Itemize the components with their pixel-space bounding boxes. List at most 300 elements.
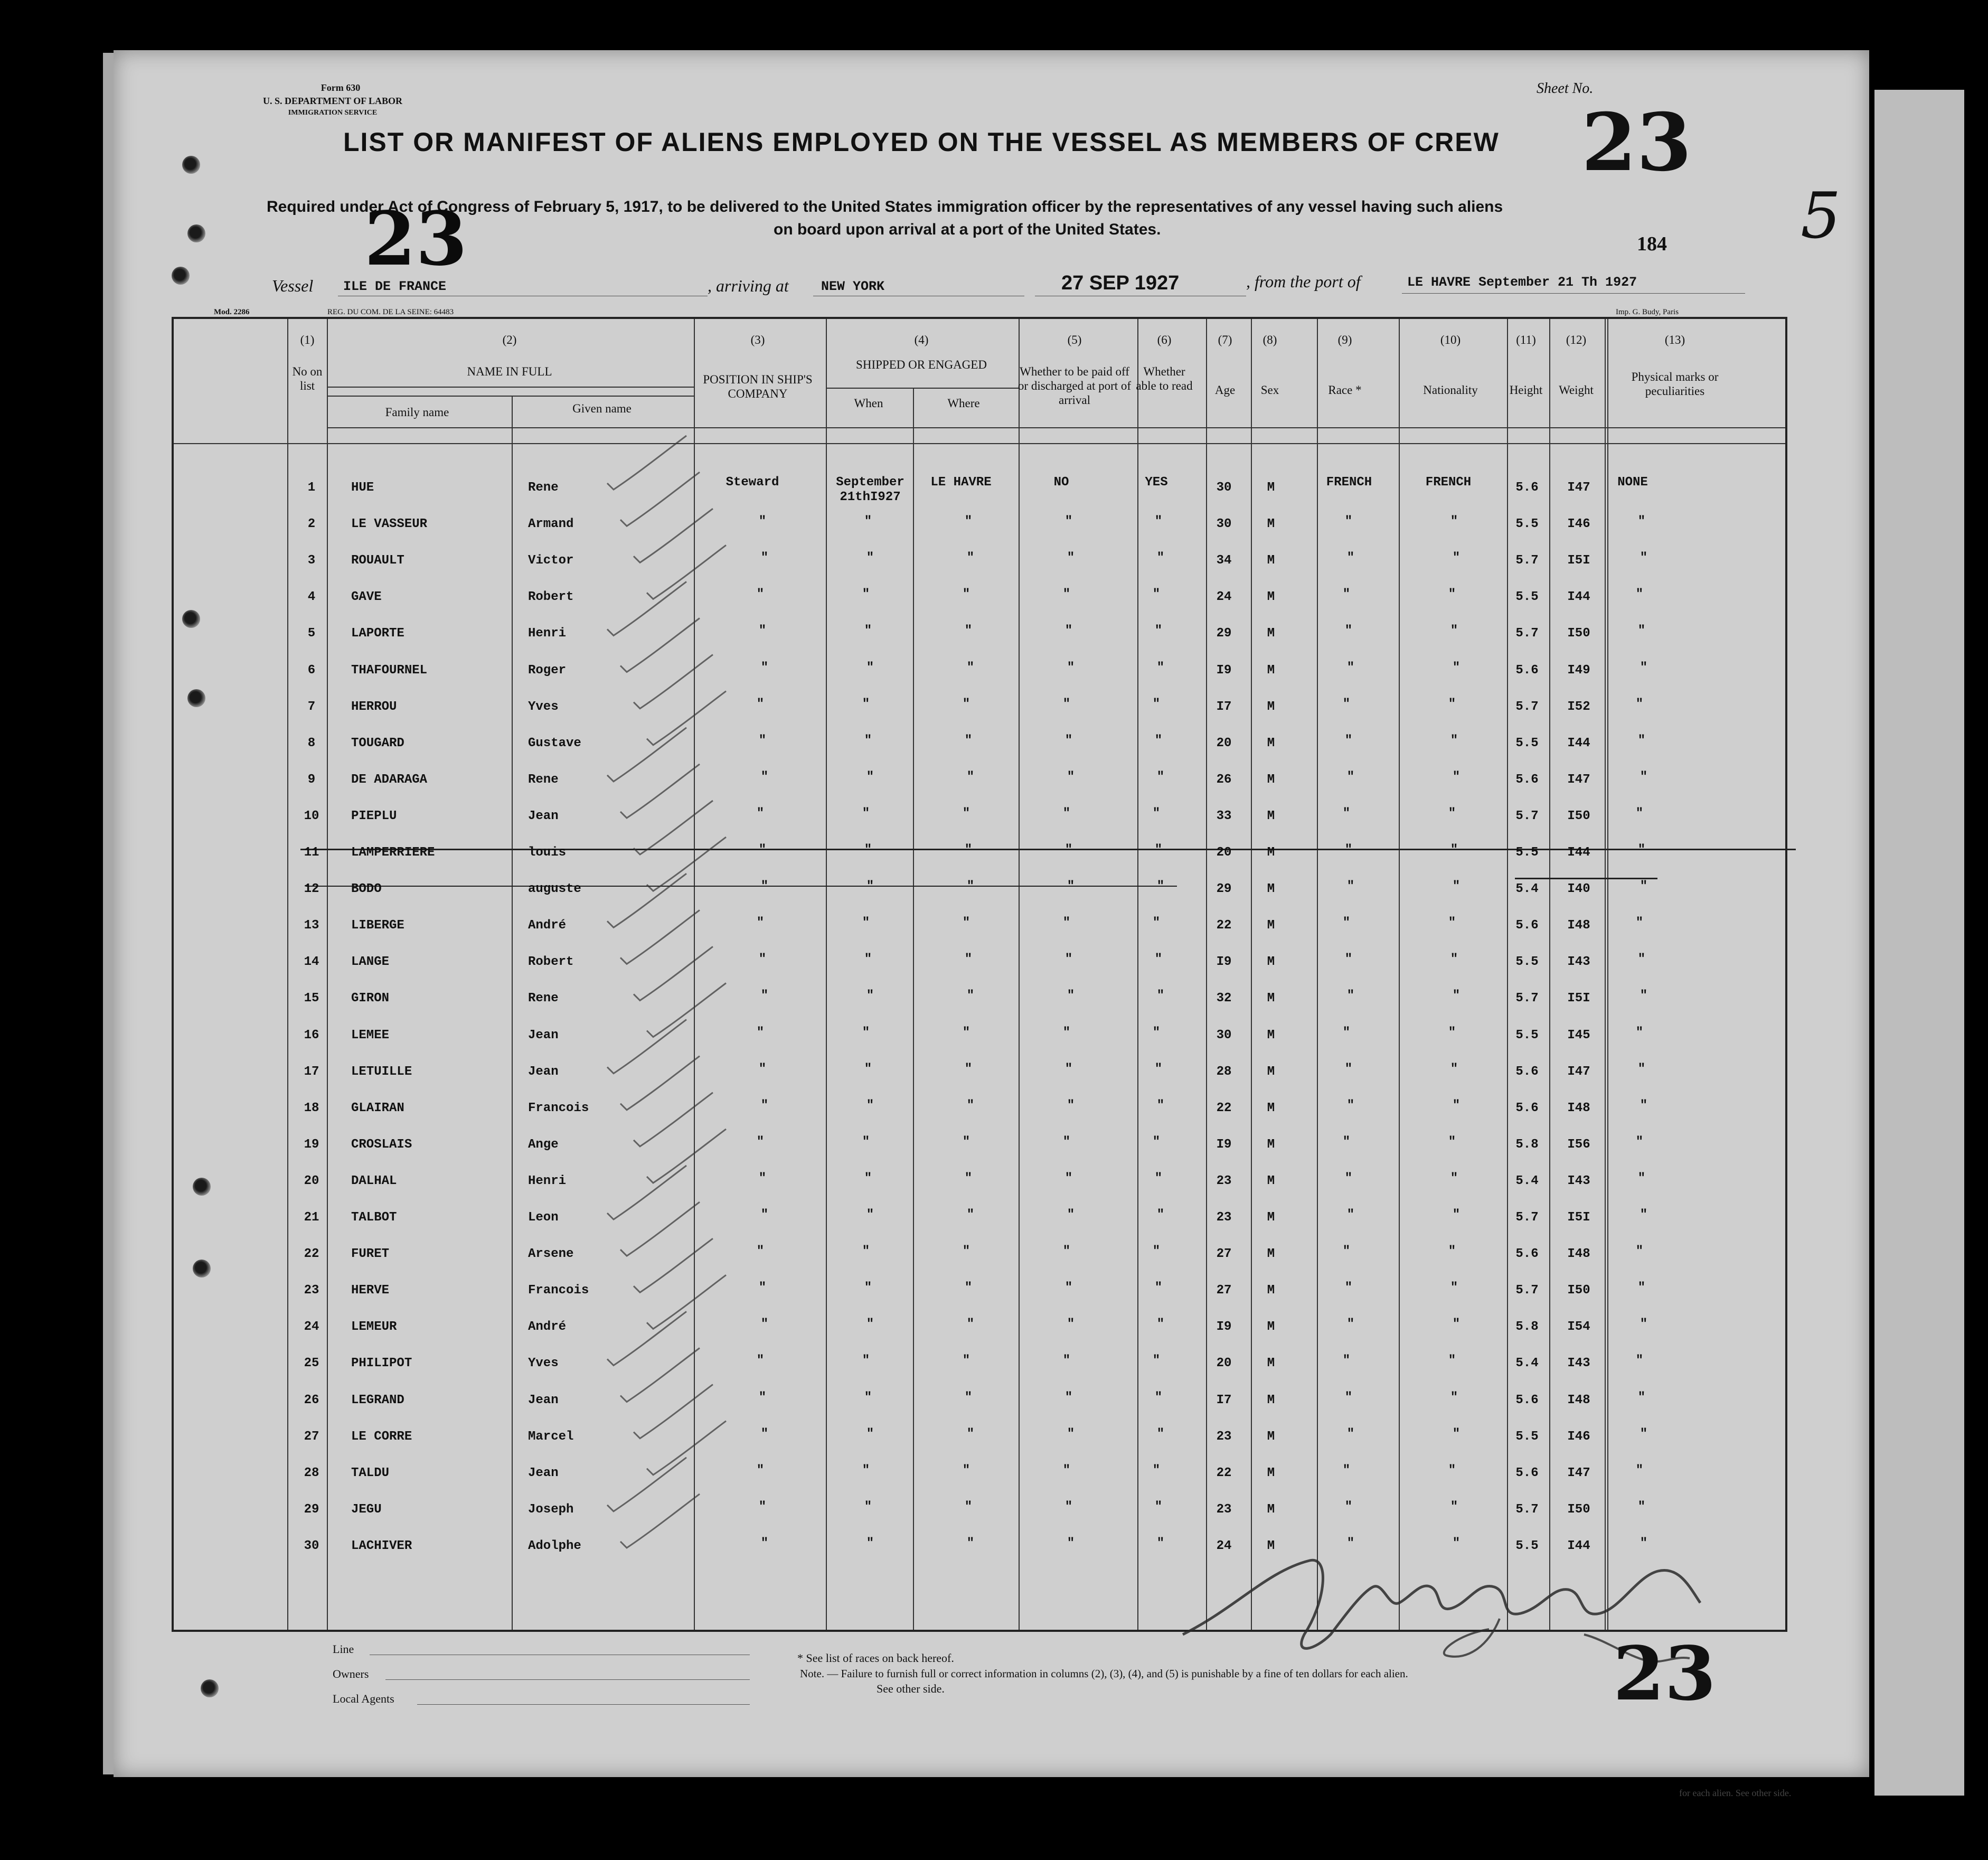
- weight: I44: [1567, 590, 1590, 604]
- family-name: TALBOT: [351, 1210, 397, 1225]
- given-name: Rene: [528, 481, 559, 495]
- registry: REG. DU COM. DE LA SEINE: 64483: [327, 308, 454, 316]
- paid-off-ditto: ": [1064, 624, 1073, 638]
- family-name: THAFOURNEL: [351, 663, 428, 678]
- sex: M: [1267, 517, 1275, 531]
- family-name: LE VASSEUR: [351, 517, 428, 531]
- position-ditto: ": [756, 1026, 765, 1040]
- able-to-read-ditto: ": [1152, 697, 1161, 711]
- vessel-name: ILE DE FRANCE: [343, 279, 447, 294]
- shipped-where-ditto: ": [964, 1391, 973, 1405]
- nationality-ditto: ": [1448, 587, 1456, 602]
- given-name: Rene: [528, 773, 559, 787]
- height: 5.4: [1515, 1174, 1539, 1188]
- sheet-label: Sheet No.: [1537, 80, 1594, 97]
- paid-off-ditto: ": [1062, 1135, 1071, 1149]
- race-ditto: ": [1346, 1208, 1355, 1222]
- age: I9: [1216, 1138, 1232, 1152]
- age: 32: [1216, 991, 1232, 1006]
- age: 20: [1216, 846, 1232, 860]
- family-name: LETUILLE: [351, 1065, 412, 1079]
- bottom-stamp-number: 23: [1613, 1631, 1716, 1717]
- family-name: TOUGARD: [351, 736, 404, 750]
- paid-off-ditto: ": [1064, 1062, 1073, 1076]
- sex: M: [1267, 809, 1275, 823]
- reference-number: 184: [1637, 233, 1667, 255]
- sex: M: [1267, 1539, 1275, 1553]
- age: 20: [1216, 1356, 1232, 1370]
- nationality-ditto: ": [1448, 916, 1456, 930]
- given-name: Jean: [528, 1028, 559, 1042]
- given-name: Ange: [528, 1138, 559, 1152]
- race-ditto: ": [1344, 952, 1353, 966]
- sex: M: [1267, 1247, 1275, 1261]
- given-name: Rene: [528, 991, 559, 1006]
- shipped-when-ditto: ": [866, 989, 874, 1003]
- sex: M: [1267, 481, 1275, 495]
- family-name: ROUAULT: [351, 553, 404, 568]
- able-to-read-ditto: ": [1152, 1026, 1161, 1040]
- shipped-where-ditto: ": [964, 1500, 973, 1514]
- sex: M: [1267, 955, 1275, 969]
- from-port: LE HAVRE September 21 Th 1927: [1407, 275, 1637, 290]
- sex: M: [1267, 553, 1275, 568]
- age: 24: [1216, 1539, 1232, 1553]
- position-ditto: ": [756, 587, 765, 602]
- height: 5.7: [1515, 626, 1539, 641]
- height: 5.4: [1515, 882, 1539, 896]
- shipped-when-ditto: ": [862, 916, 870, 930]
- physical-marks-ditto: ": [1640, 1427, 1648, 1441]
- service: IMMIGRATION SERVICE: [288, 109, 378, 117]
- race-ditto: ": [1342, 587, 1351, 602]
- row-number: 9: [307, 773, 316, 787]
- sex: M: [1267, 1393, 1275, 1407]
- family-name: LEMEE: [351, 1028, 390, 1042]
- sex: M: [1267, 1320, 1275, 1334]
- able-to-read-ditto: ": [1154, 1171, 1163, 1186]
- weight: I49: [1567, 663, 1590, 678]
- height: 5.5: [1515, 590, 1539, 604]
- row-number: 10: [304, 809, 319, 823]
- col-2b-label: Given name: [572, 402, 632, 415]
- row-number: 1: [307, 481, 316, 495]
- form-number: Form 630: [321, 82, 361, 93]
- shipped-where-ditto: ": [964, 952, 973, 966]
- age: 20: [1216, 736, 1232, 750]
- nationality-ditto: ": [1448, 1026, 1456, 1040]
- family-name: DE ADARAGA: [351, 773, 428, 787]
- race-ditto: ": [1346, 661, 1355, 675]
- position-ditto: ": [756, 1463, 765, 1478]
- arrival-date-stamp: 27 SEP 1927: [1061, 272, 1180, 294]
- nationality-ditto: ": [1450, 843, 1458, 857]
- nationality-ditto: ": [1452, 1536, 1461, 1551]
- shipped-where-ditto: ": [962, 697, 971, 711]
- shipped-when-ditto: ": [866, 770, 874, 784]
- height: 5.6: [1515, 1393, 1539, 1407]
- col-2-label: NAME IN FULL: [467, 365, 552, 378]
- weight: I56: [1567, 1138, 1590, 1152]
- paid-off-ditto: ": [1062, 806, 1071, 821]
- shipped-where-ditto: ": [966, 989, 975, 1003]
- position-ditto: ": [758, 1281, 767, 1295]
- row-number: 5: [307, 626, 316, 641]
- row-number: 2: [307, 517, 316, 531]
- row-number: 6: [307, 663, 316, 678]
- row-number: 25: [304, 1356, 319, 1370]
- shipped-when-ditto: ": [866, 1427, 874, 1441]
- given-name: Roger: [528, 663, 567, 678]
- height: 5.5: [1515, 736, 1539, 750]
- physical-marks-ditto: ": [1640, 1317, 1648, 1331]
- shipped-when-ditto: ": [862, 1463, 870, 1478]
- department: U. S. DEPARTMENT OF LABOR: [262, 96, 403, 106]
- col-9-label: Race *: [1328, 383, 1362, 397]
- from-label: , from the port of: [1246, 272, 1361, 291]
- row-number: 20: [304, 1174, 319, 1188]
- weight: I50: [1567, 1502, 1590, 1517]
- paid-off-ditto: ": [1064, 1171, 1073, 1186]
- shipped-where-ditto: ": [966, 879, 975, 894]
- able-to-read-ditto: ": [1152, 1244, 1161, 1258]
- shipped-where-ditto: ": [962, 1463, 971, 1478]
- nationality-ditto: ": [1452, 1427, 1461, 1441]
- nationality-ditto: ": [1448, 1354, 1456, 1368]
- physical-marks-ditto: ": [1640, 989, 1648, 1003]
- able-to-read-ditto: ": [1156, 1317, 1165, 1331]
- shipped-when-ditto: ": [864, 1062, 872, 1076]
- given-name: Jean: [528, 809, 559, 823]
- shipped-when-ditto: ": [864, 1391, 872, 1405]
- col-7-number: (7): [1218, 333, 1232, 346]
- row-number: 21: [304, 1210, 319, 1225]
- col-4-label: SHIPPED OR ENGAGED: [856, 358, 987, 371]
- able-to-read-ditto: ": [1156, 1208, 1165, 1222]
- position-ditto: ": [760, 1317, 769, 1331]
- given-name: Gustave: [528, 736, 581, 750]
- age: 30: [1216, 517, 1232, 531]
- paid-off-ditto: ": [1067, 1536, 1075, 1551]
- able-to-read-ditto: ": [1152, 916, 1161, 930]
- weight: I44: [1567, 1539, 1590, 1553]
- given-name: Robert: [528, 955, 574, 969]
- height: 5.6: [1515, 1065, 1539, 1079]
- row-number: 3: [307, 553, 316, 568]
- height: 5.6: [1515, 1101, 1539, 1115]
- sex: M: [1267, 773, 1275, 787]
- family-name: HERVE: [351, 1283, 390, 1298]
- family-name: DALHAL: [351, 1174, 397, 1188]
- height: 5.6: [1515, 918, 1539, 933]
- physical-marks-ditto: ": [1635, 916, 1644, 930]
- race-ditto: ": [1342, 1026, 1351, 1040]
- able-to-read-ditto: ": [1154, 843, 1163, 857]
- able-to-read-ditto: ": [1156, 1536, 1165, 1551]
- age: I7: [1216, 1393, 1232, 1407]
- sex: M: [1267, 1283, 1275, 1298]
- shipped-when-ditto: ": [866, 1098, 874, 1113]
- sex: M: [1267, 1210, 1275, 1225]
- weight: I5I: [1567, 1210, 1590, 1225]
- sex: M: [1267, 846, 1275, 860]
- col-8-label: Sex: [1260, 383, 1279, 397]
- paid-off-ditto: ": [1067, 770, 1075, 784]
- given-name: auguste: [528, 882, 581, 896]
- physical-marks-ditto: ": [1637, 514, 1646, 529]
- weight: I43: [1567, 1356, 1590, 1370]
- row-number: 16: [304, 1028, 319, 1042]
- sex: M: [1267, 590, 1275, 604]
- paid-off-ditto: ": [1062, 916, 1071, 930]
- able-to-read-ditto: ": [1156, 1427, 1165, 1441]
- shipped-where-ditto: ": [962, 1354, 971, 1368]
- nationality-ditto: ": [1452, 661, 1461, 675]
- race-ditto: ": [1344, 1281, 1353, 1295]
- nationality-ditto: ": [1448, 697, 1456, 711]
- col-2a-label: Family name: [385, 406, 449, 419]
- age: 30: [1216, 481, 1232, 495]
- row-number: 19: [304, 1138, 319, 1152]
- family-name: LANGE: [351, 955, 390, 969]
- family-name: GAVE: [351, 590, 382, 604]
- height: 5.7: [1515, 1502, 1539, 1517]
- col-6-number: (6): [1157, 333, 1172, 346]
- row-number: 12: [304, 882, 319, 896]
- physical-marks-ditto: ": [1635, 1135, 1644, 1149]
- punch-hole: [182, 156, 200, 174]
- col-7-label: Age: [1214, 383, 1236, 397]
- row-number: 7: [307, 700, 316, 714]
- shipped-where-ditto: ": [966, 1536, 975, 1551]
- col-4a-label: When: [854, 397, 883, 410]
- row-number: 23: [304, 1283, 319, 1298]
- height: 5.5: [1515, 517, 1539, 531]
- crew-manifest-table: [172, 317, 1787, 1632]
- shipped-when: September: [836, 475, 905, 490]
- sex: M: [1267, 1356, 1275, 1370]
- position-ditto: ": [760, 661, 769, 675]
- height: 5.6: [1515, 481, 1539, 495]
- weight: I47: [1567, 773, 1590, 787]
- height: 5.8: [1515, 1138, 1539, 1152]
- race-ditto: ": [1346, 1427, 1355, 1441]
- physical-marks-ditto: ": [1637, 1500, 1646, 1514]
- row-number: 4: [307, 590, 316, 604]
- age: I9: [1216, 1320, 1232, 1334]
- position-ditto: ": [760, 989, 769, 1003]
- mod-number: Mod. 2286: [214, 308, 250, 316]
- nationality: FRENCH: [1425, 475, 1472, 490]
- shipped-where-ditto: ": [962, 1244, 971, 1258]
- sex: M: [1267, 1138, 1275, 1152]
- age: 29: [1216, 882, 1232, 896]
- family-name: GLAIRAN: [351, 1101, 404, 1115]
- age: I9: [1216, 663, 1232, 678]
- position-ditto: ": [758, 952, 767, 966]
- paid-off-ditto: ": [1062, 587, 1071, 602]
- able-to-read-ditto: ": [1156, 1098, 1165, 1113]
- nationality-ditto: ": [1452, 551, 1461, 565]
- given-name: Yves: [528, 1356, 559, 1370]
- nationality-ditto: ": [1450, 952, 1458, 966]
- weight: I50: [1567, 1283, 1590, 1298]
- position-ditto: ": [756, 1354, 765, 1368]
- row-number: 28: [304, 1466, 319, 1480]
- race-ditto: ": [1346, 879, 1355, 894]
- height: 5.5: [1515, 1539, 1539, 1553]
- given-name: Henri: [528, 1174, 567, 1188]
- given-name: Victor: [528, 553, 574, 568]
- race-ditto: ": [1342, 1135, 1351, 1149]
- able-to-read-ditto: ": [1152, 806, 1161, 821]
- form-title: LIST OR MANIFEST OF ALIENS EMPLOYED ON THE VESSEL AS MEMBERS OF CREW: [343, 127, 1500, 157]
- paid-off-ditto: ": [1062, 1354, 1071, 1368]
- position-ditto: ": [758, 1171, 767, 1186]
- given-name: Jean: [528, 1065, 559, 1079]
- able-to-read-ditto: ": [1154, 1281, 1163, 1295]
- shipped-when-ditto: ": [864, 1171, 872, 1186]
- race-ditto: ": [1342, 1463, 1351, 1478]
- col-12-label: Weight: [1559, 383, 1594, 397]
- shipped-when-ditto: ": [864, 734, 872, 748]
- nationality-ditto: ": [1450, 624, 1458, 638]
- height: 5.7: [1515, 809, 1539, 823]
- weight: I43: [1567, 955, 1590, 969]
- position-ditto: ": [756, 1244, 765, 1258]
- physical-marks-ditto: ": [1635, 587, 1644, 602]
- position-ditto: ": [760, 770, 769, 784]
- punch-hole: [172, 267, 190, 285]
- sex: M: [1267, 1430, 1275, 1444]
- col-5-label: Whether to be paid off or discharged at port of arrival: [1017, 365, 1132, 407]
- shipped-when-date: 21thI927: [840, 490, 901, 504]
- age: 30: [1216, 1028, 1232, 1042]
- paid-off-ditto: ": [1064, 1281, 1073, 1295]
- height: 5.5: [1515, 846, 1539, 860]
- shipped-where: LE HAVRE: [930, 475, 992, 490]
- weight: I50: [1567, 626, 1590, 641]
- physical-marks-ditto: ": [1637, 624, 1646, 638]
- required-text-1: Required under Act of Congress of February 5, 1917, to be delivered to the United States immigration officer by the representatives of any vessel having such aliens: [267, 198, 1503, 215]
- weight: I45: [1567, 1028, 1590, 1042]
- paid-off-ditto: ": [1064, 734, 1073, 748]
- race-ditto: ": [1346, 1098, 1355, 1113]
- col-13-number: (13): [1664, 333, 1685, 346]
- able-to-read-ditto: ": [1156, 551, 1165, 565]
- able-to-read-ditto: ": [1152, 587, 1161, 602]
- position: Steward: [726, 475, 779, 490]
- given-name: Francois: [528, 1101, 589, 1115]
- position-ditto: ": [760, 551, 769, 565]
- shipped-where-ditto: ": [962, 1026, 971, 1040]
- position-ditto: ": [760, 1536, 769, 1551]
- paid-off-ditto: ": [1062, 1463, 1071, 1478]
- row-number: 27: [304, 1430, 319, 1444]
- physical-marks-ditto: ": [1635, 1354, 1644, 1368]
- col-4b-label: Where: [947, 397, 980, 410]
- row-number: 17: [304, 1065, 319, 1079]
- weight: I46: [1567, 1430, 1590, 1444]
- family-name: PIEPLU: [351, 809, 397, 823]
- age: 29: [1216, 626, 1232, 641]
- given-name: Jean: [528, 1393, 559, 1407]
- shipped-where-ditto: ": [964, 624, 973, 638]
- height: 5.6: [1515, 663, 1539, 678]
- position-ditto: ": [758, 734, 767, 748]
- row-number: 11: [304, 846, 319, 860]
- weight: I5I: [1567, 553, 1590, 568]
- sex: M: [1267, 1466, 1275, 1480]
- weight: I48: [1567, 1393, 1590, 1407]
- sex: M: [1267, 1101, 1275, 1115]
- given-name: Yves: [528, 700, 559, 714]
- shipped-where-ditto: ": [966, 1208, 975, 1222]
- family-name: LAPORTE: [351, 626, 404, 641]
- height: 5.6: [1515, 1247, 1539, 1261]
- col-3-number: (3): [750, 333, 765, 346]
- age: 23: [1216, 1430, 1232, 1444]
- row-number: 29: [304, 1502, 319, 1517]
- shipped-when-ditto: ": [866, 1208, 874, 1222]
- able-to-read-ditto: ": [1156, 661, 1165, 675]
- physical-marks-ditto: ": [1635, 806, 1644, 821]
- able-to-read-ditto: ": [1154, 952, 1163, 966]
- age: 28: [1216, 1065, 1232, 1079]
- able-to-read-ditto: ": [1152, 1354, 1161, 1368]
- weight: I52: [1567, 700, 1590, 714]
- row-number: 15: [304, 991, 319, 1006]
- physical-marks-ditto: ": [1637, 843, 1646, 857]
- shipped-where-ditto: ": [962, 916, 971, 930]
- paid-off-ditto: ": [1067, 661, 1075, 675]
- shipped-when-ditto: ": [864, 843, 872, 857]
- paid-off-ditto: ": [1067, 551, 1075, 565]
- age: 33: [1216, 809, 1232, 823]
- shipped-where-ditto: ": [966, 551, 975, 565]
- physical-marks-ditto: ": [1640, 879, 1648, 894]
- row-number: 8: [307, 736, 316, 750]
- nationality-ditto: ": [1452, 1317, 1461, 1331]
- race-ditto: ": [1346, 989, 1355, 1003]
- sex: M: [1267, 700, 1275, 714]
- shipped-where-ditto: ": [964, 1062, 973, 1076]
- shipped-where-ditto: ": [964, 1171, 973, 1186]
- physical-marks-ditto: ": [1635, 1463, 1644, 1478]
- shipped-when-ditto: ": [866, 879, 874, 894]
- shipped-where-ditto: ": [966, 661, 975, 675]
- physical-marks-ditto: ": [1635, 1026, 1644, 1040]
- physical-marks-ditto: ": [1637, 952, 1646, 966]
- row-number: 24: [304, 1320, 319, 1334]
- shipped-where-ditto: ": [966, 1098, 975, 1113]
- given-name: André: [528, 918, 567, 933]
- race-ditto: ": [1344, 843, 1353, 857]
- nationality-ditto: ": [1450, 514, 1458, 529]
- family-name: TALDU: [351, 1466, 390, 1480]
- age: 23: [1216, 1174, 1232, 1188]
- see-other-side: See other side.: [877, 1682, 945, 1695]
- position-ditto: ": [760, 1427, 769, 1441]
- height: 5.7: [1515, 1283, 1539, 1298]
- race-ditto: ": [1346, 551, 1355, 565]
- shipped-when-ditto: ": [866, 661, 874, 675]
- physical-marks-ditto: ": [1637, 1281, 1646, 1295]
- row-number: 26: [304, 1393, 319, 1407]
- shipped-when-ditto: ": [862, 806, 870, 821]
- able-to-read-ditto: ": [1154, 514, 1163, 529]
- col-4-number: (4): [914, 333, 929, 346]
